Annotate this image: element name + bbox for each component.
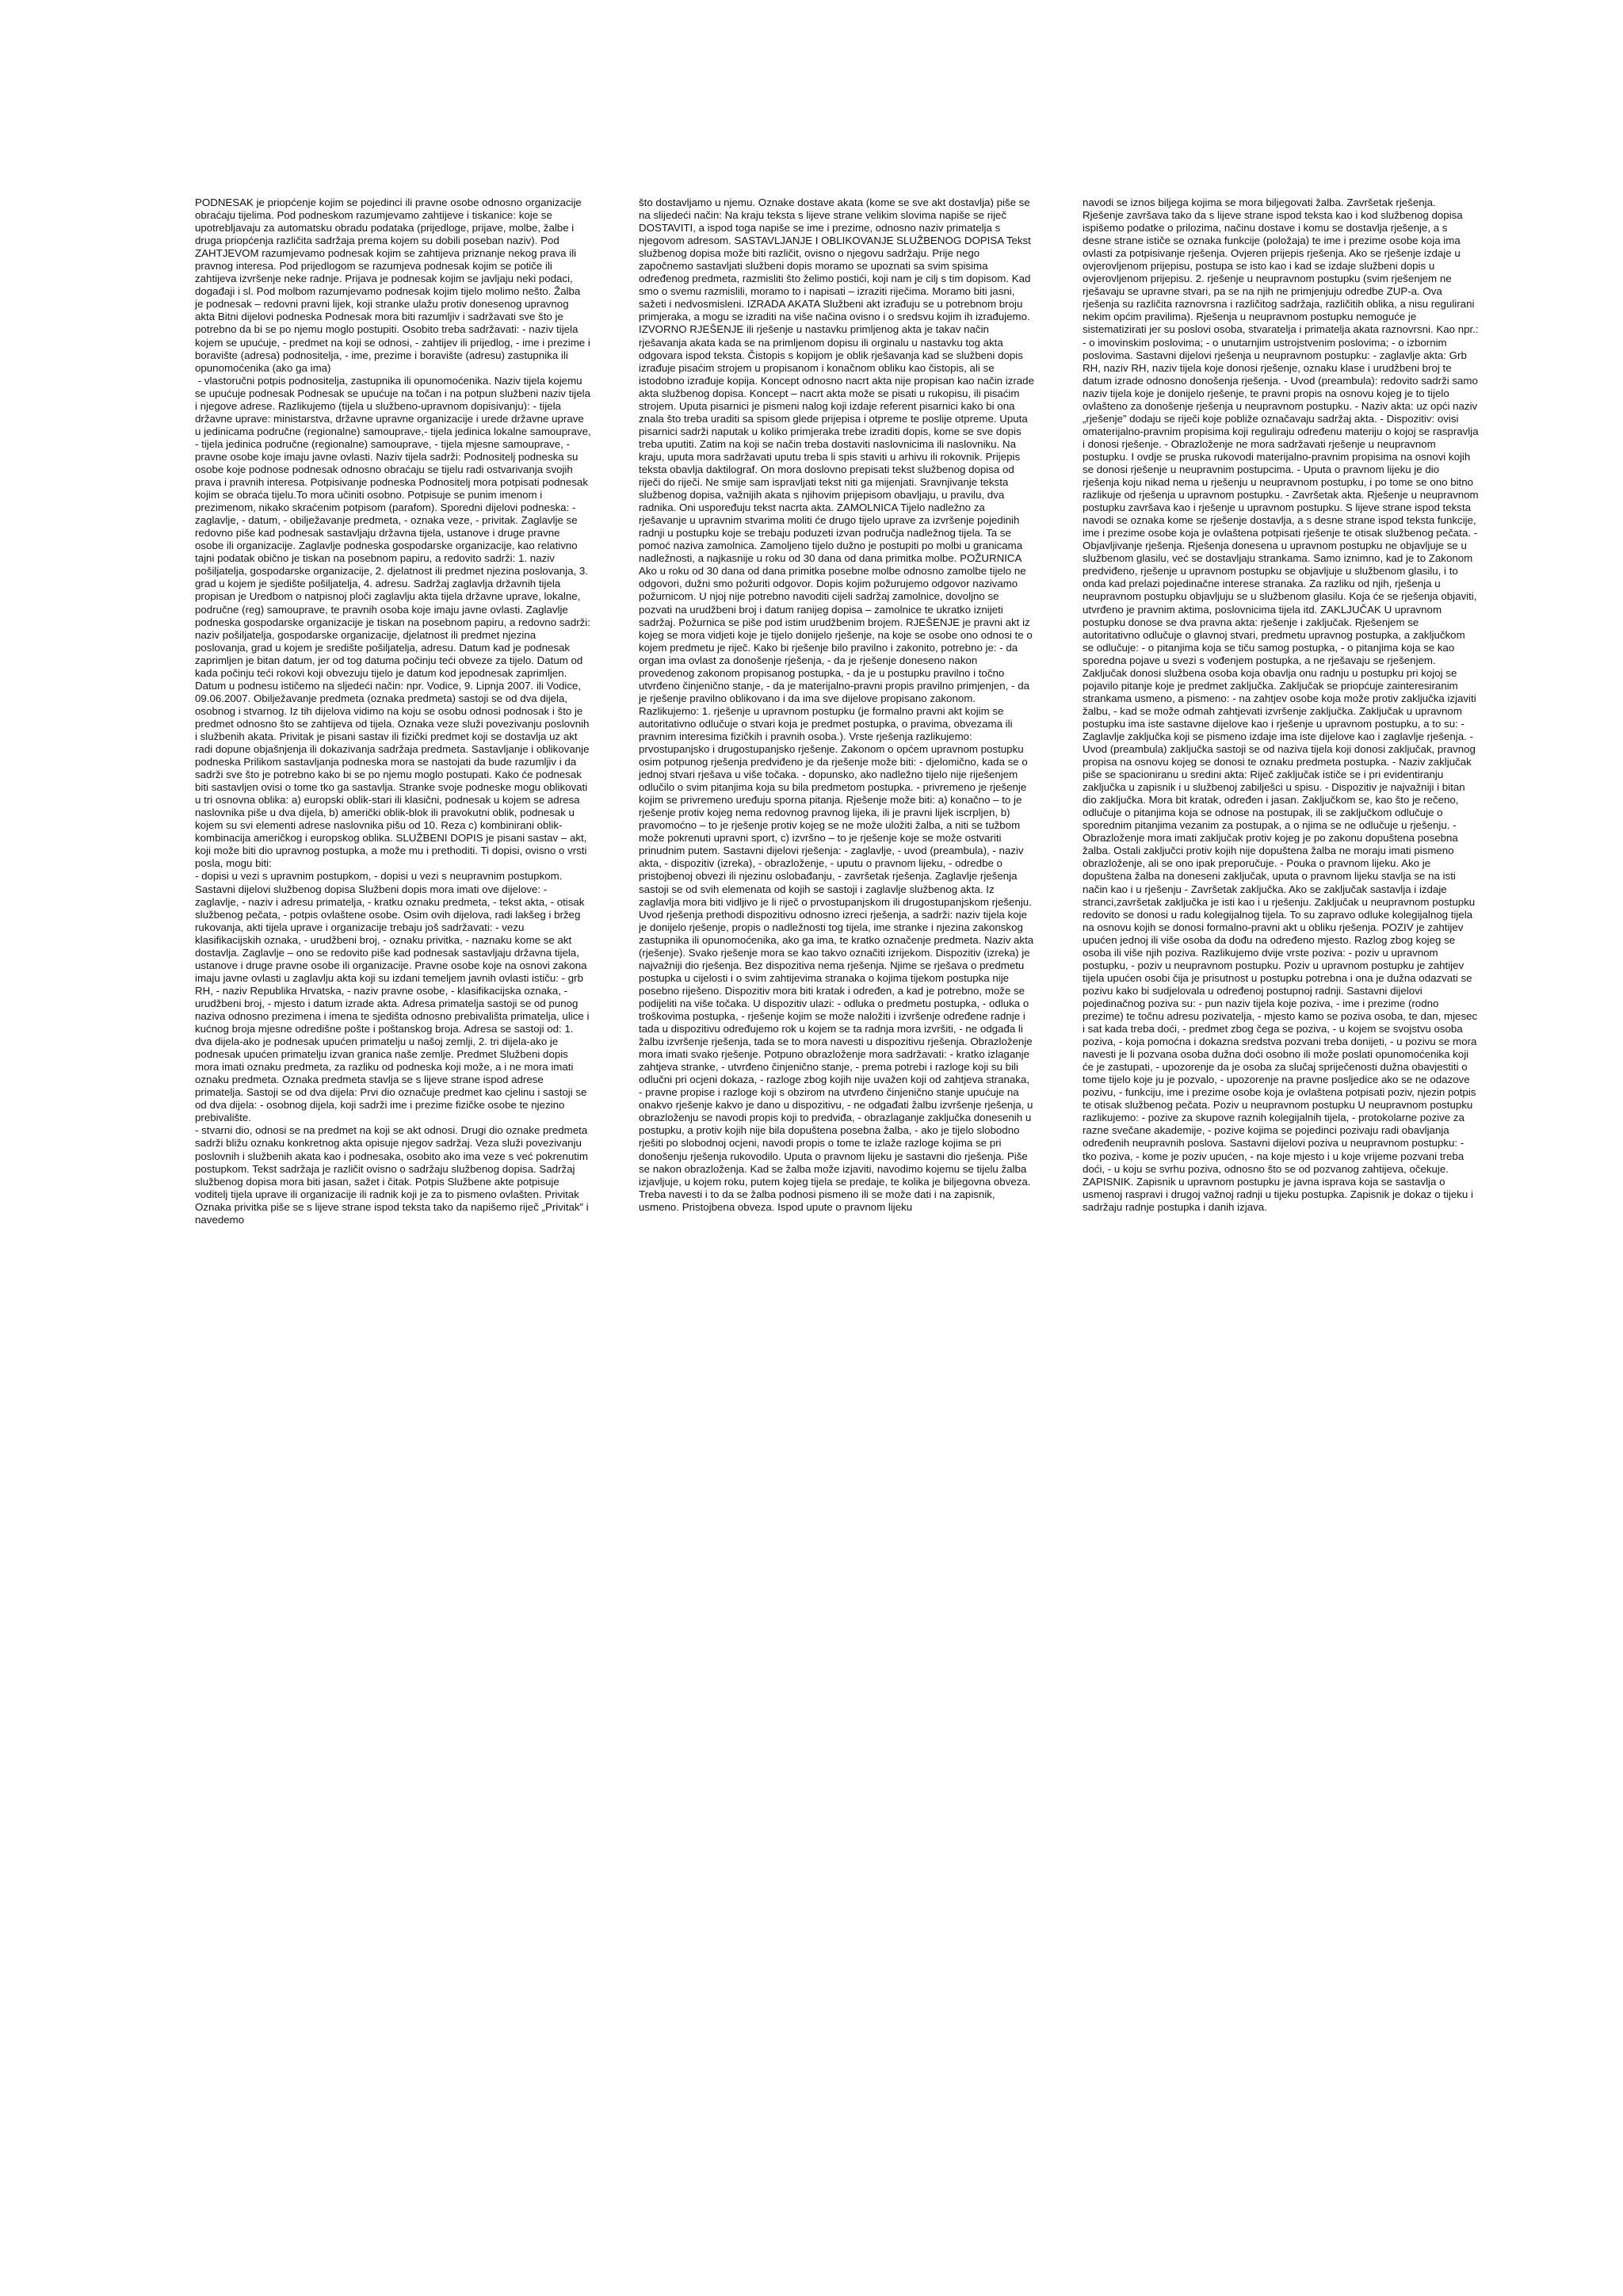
text-column-2 [639,196,1035,2130]
text-column-1 [195,196,591,2130]
column-3-text: navodi se iznos biljega kojima se mora biljegovati žalba. Završetak rješenja. Rješenje završava tako da s lijeve strane ispod teksta kao i kod službenog dopisa ispišemo podatke o prilozima, načinu dostave i komu se dostavlja rješenje, a s desne strane ističe se oznaka funkcije (položaja) te ime i prezime osobe koja ima ovlasti za potpisivanje rješenja. Ovjeren prijepis rješenja. Ako se rješenje izdaje u ovjerovljenom prijepisu, postupa se isto kao i kad se izdaje službeni dopis u ovjerovljenom prijepisu. 2. rješenje u neupravnom postupku (svim rješenjem ne rješavaju se upravne stvari, pa se na njih ne primjenjuju odredbe ZUP-a. Ova rješenja su različita raznovrsna i različitog sadržaja, različitih oblika, a nisu regulirani nekim općim pravilima). Rješenja u neupravnom postupku nemoguće je sistematizirati jer su poslovi osoba, stvaratelja i primatelja akata raznovrsni. Kao npr.: - o imovinskim poslovima; - o unutarnjim ustrojstvenim poslovima; - o izbornim poslovima. Sastavni dijelovi rješenja u neupravnom postupku: - zaglavlje akta: Grb RH, naziv RH, naziv tijela koje donosi rješenje, oznaku klase i urudžbeni broj te datum izrade odnosno donošenja rješenja. - Uvod (preambula): redovito sadrži samo naziv tijela koje je donijelo rješenje, te pravni propis na osnovu kojeg je to tijelo ovlašteno za donošenje rješenja u neupravnom postupku. - Naziv akta: uz opći naziv „rješenje” dodaju se riječi koje pobliže označavaju sadržaj akta. - Dispozitiv: ovisi omaterijalno-pravnim propisima koji reguliraju određenu materiju o kojoj se raspravlja i donosi rješenje. - Obrazloženje ne mora sadržavati rješenje u neupravnom postupku. I ovdje se pruska rukovodi materijalno-pravnim propisima na osnovi kojih se donosi rješenje u neupravnim postupcima. - Uputa o pravnom lijeku je dio rješenja koju nikad nema u rješenju u neupravnom postupku, i po tome se ono bitno razlikuje od rješenja u upravnom postupku. - Završetak akta. Rješenje u neupravnom postupku završava kao i rješenje u upravnom postupku. S lijeve strane ispod teksta navodi se oznaka kome se rješenje dostavlja, a s desne strane ispod teksta funkcije, ime i prezime osobe koja je ovlaštena potpisati rješenje te otisak službenog pečata. - Objavljivanje rješenja. Rješenja donesena u upravnom postupku ne objavljuje se u službenom glasilu, već se dostavljaju strankama. Samo iznimno, kad je to Zakonom predviđeno, rješenje u upravnom postupku se objavljuje u službenom glasilu, i to onda kad prelazi pojedinačne interese stranaka. Za razliku od njih, rješenja u neupravnom postupku objavljuju se u službenom glasilu. Koja će se rješenja objaviti, utvrđeno je pravnim aktima, poslovnicima tijela itd. ZAKLJUČAK U upravnom postupku donose se dva pravna akta: rješenje i zaključak. Rješenjem se autoritativno odlučuje o glavnoj stvari, predmetu upravnog postupka, a zaključkom se odlučuje: - o pitanjima koja se tiču samog postupka, - o pitanjima koja se kao sporedna pojave u svezi s vođenjem postupka, a ne rješavaju se rješenjem. Zaključak donosi službena osoba koja obavlja onu radnju u postupku pri kojoj se pojavilo pitanje koje je predmet zaključka. Zaključak se priopćuje zainteresiranim strankama usmeno, a pismeno: - na zahtjev osobe koja može protiv zaključka izjaviti žalbu, - kad se može odmah zahtjevati izvršenje zaključka. Zaključak u upravnom postupku ima iste sastavne dijelove kao i rješenje u upravnom postupku, a to su: - Zaglavlje zaključka koji se pismeno izdaje ima iste dijelove kao i zaglavlje rješenja. - Uvod (preambula) zaključka sastoji se od naziva tijela koji donosi zaključak, pravnog propisa na osnovu kojeg se donosi te oznaku predmeta postupka. - Naziv zaključak piše se spacioniranu u sredini akta: Riječ zaključak ističe se i pri evidentiranju zaključka u zapisnik i u službenoj zabilješci u spisu. - Dispozitiv je najvažniji i bitan dio zaključka. Mora bit kratak, određen i jasan. Zaključkom se, kao što je rečeno, odlučuje o pitanjima koja se odnose na postupak, ili se zaključkom odlučuje o sporednim pitanjima vezanim za postupak, a o njima se ne odlučuje u rješenju. - Obrazloženje mora imati zaključak protiv kojeg je po zakonu dopuštena posebna žalba. Ostali zaključci protiv kojih nije dopuštena žalba ne moraju imati pismeno obrazloženje, ali se ono ipak preporučuje. - Pouka o pravnom lijeku. Ako je dopuštena žalba na doneseni zaključak, uputa o pravnom lijeku stavlja se na isti način kao i u rješenju - Završetak zaključka. Ako se zaključak sastavlja i izdaje stranci,završetak zaključka je isti kao i u rješenju. Zaključak u neupravnom postupku redovito se donosi u radu kolegijalnog tijela. To su zapravo odluke kolegijalnog tijela na osnovu kojih se donosi formalno-pravni akt u obliku rješenja. POZIV je zahtijev upućen jednoj ili više osoba da dođu na određeno mjesto. Razlog zbog kojeg se osoba ili više njih poziva. Razlikujemo dvije vrste poziva: - poziv u upravnom postupku, - poziv u neupravnom postupku. Poziv u upravnom postupku je zahtijev tijela upućen osobi čija je prisutnost u postupku potrebna i ona je dužna odazvati se pozivu kako bi sudjelovala u određenoj postupnoj radnji. Sastavni dijelovi pojedinačnog poziva su: - pun naziv tijela koje poziva, - ime i prezime (rodno prezime) te točnu adresu pozivatelja, - mjesto kamo se poziva osoba, te dan, mjesec i sat kada treba doći, - predmet zbog čega se poziva, - u kojem se svojstvu osoba poziva, - koja pomoćna i dokazna sredstva pozvani treba donijeti, - u pozivu se mora navesti je li pozvana osoba dužna doći osobno ili može poslati opunomoćenika koji će je zastupati, - upozorenje da je osoba za slučaj spriječenosti dužna obavjestiti o tome tijelo koje ju je pozvalo, - upozorenje na pravne posljedice ako se ne odazove pozivu, - funkciju, ime i prezime osobe koja je ovlaštena potpisati poziv, njezin potpis te otisak službenog pečata. Poziv u neupravnom postupku U neupravnom postupku razlikujemo: - pozive za skupove raznih kolegijalnih tijela, - protokolarne pozive za razne svečane akademije, - pozive kojima se pojedinci pozivaju radi obavljanja određenih neupravnih poslova. Sastavni dijelovi poziva u neupravnom postupku: - tko poziva, - kome je poziv upućen, - na koje mjesto i u koje vrijeme pozvani treba doći, - u koju se svrhu poziva, odnosno što se od pozvanog zahtijeva, očekuje. ZAPISNIK. Zapisnik u upravnom postupku je javna isprava koja se sastavlja o usmenoj raspravi i drugoj važnoj radnji u tijeku postupka. Zapisnik je dokaz o tijeku i sadržaju radnje postupka i danih izjava. [1083,196,1482,1213]
text-column-3 [1083,196,1482,2130]
column-2-text: što dostavljamo u njemu. Oznake dostave akata (kome se sve akt dostavlja) piše se na slijedeći način: Na kraju teksta s lijeve strane velikim slovima napiše se riječ DOSTAVITI, a ispod toga napiše se ime i prezime, odnosno naziv primatelja s njegovom adresom. SASTAVLJANJE I OBLIKOVANJE SLUŽBENOG DOPISA Tekst službenog dopisa može biti različit, ovisno o njegovu sadržaju. Prije nego započnemo sastavljati službeni dopis moramo se upoznati sa svim spisima određenog predmeta, razmisliti što želimo postići, koji nam je cilj s tim dopisom. Kad smo o svemu razmislili, moramo to i napisati – izraziti riječima. Moramo biti jasni, sažeti i nedvosmisleni. IZRADA AKATA Službeni akt izrađuju se u potrebnom broju primjeraka, a mogu se izraditi na više načina ovisno i o sredsvu kojim ih izrađujemo. IZVORNO RJEŠENJE ili rješenje u nastavku primljenog akta je takav način rješavanja akata kada se na primljenom dopisu ili orginalu u nastavku tog akta odgovara ispod teksta. Čistopis s kopijom je oblik rješavanja kad se službeni dopis izrađuje pisaćim strojem u propisanom i konačnom obliku kao čistopis, ali se istodobno izrađuje kopija. Koncept odnosno nacrt akta nije propisan kao način izrade akta službenog dopisa. Koncept – nacrt akta može se pisati u rukopisu, ili pisaćim strojem. Uputa pisarnici je pismeni nalog koji izdaje referent pisarnici kako bi ona znala što treba uraditi sa spisom glede prijepisa i otpreme te poslije otpreme. Uputa pisarnici sadrži naputak u koliko primjeraka trebe izraditi dopis, kome se sve dopis treba uputiti. Zatim na koji se način treba dostaviti naslovnicima ili naslovniku. Na kraju, uputa mora sadržavati uputu treba li spis staviti u arhivu ili rokovnik. Prijepis teksta obavlja daktilograf. On mora doslovno prepisati tekst službenog dopisa od riječi do riječi. Ne smije sam ispravljati tekst niti ga mijenjati. Sravnjivanje teksta službenog dopisa, važnijih akata s njihovim prijepisom obavljaju, u pravilu, dva radnika. Oni uspoređuju tekst nacrta akta. ZAMOLNICA Tijelo nadležno za rješavanje u upravnim stvarima moliti će drugo tijelo uprave za izvršenje pojedinih radnji u postupku koje se trebaju poduzeti izvan područja nadležnog tijela. Ta se pomoć naziva zamolnica. Zamoljeno tijelo dužno je postupiti po molbi u granicama nadležnosti, a najkasnije u roku od 30 dana od dana primitka molbe. POŽURNICA Ako u roku od 30 dana od dana primitka posebne molbe odnosno zamolbe tijelo ne odgovori, dužni smo požuriti odgovor. Dopis kojim požurujemo odgovor nazivamo požurnicom. U njoj nije potrebno navoditi cijeli sadržaj zamolnice, dovoljno se pozvati na urudžbeni broj i datum ranijeg dopisa – zamolnice te ukratko iznijeti sadržaj. Požurnica se piše pod istim urudžbenim brojem. RJEŠENJE je pravni akt iz kojeg se mora vidjeti koje je tijelo donijelo rješenje, na koje se osobe ono odnosi te o kojem predmetu je riječ. Kako bi rješenje bilo pravilno i zakonito, potrebno je: - da organ ima ovlast za donošenje rješenja, - da je rješenje doneseno nakon provedenog zakonom propisanog postupka, - da je u postupku pravilno i točno utvrđeno činjenično stanje, - da je materijalno-pravni propis pravilno primjenjen, - da je rješenje pravilno oblikovano i da ima sve dijelove propisano zakonom. Razlikujemo: 1. rješenje u upravnom postupku (je formalno pravni akt kojim se autoritativno odlučuje o stvari koja je predmet postupka, o pravima, obvezama ili pravnim interesima fizičkih i pravnih osoba.). Vrste rješenja razlikujemo: prvostupanjsko i drugostupanjsko rješenje. Zakonom o općem upravnom postupku osim potpunog rješenja predviđeno je da rješenje može biti: - djelomično, kada se o jednoj stvari rješava u više točaka. - dopunsko, ako nadležno tijelo nije riješenjem odlučilo o svim pitanjima koja su bila predmetom postupka. - privremeno je rješenje kojim se privremeno uređuju sporna pitanja. Rješenje može biti: a) konačno – to je rješenje protiv kojeg nema redovnog pravnog lijeka, ili je pravni lijek iscrpljen, b) pravomoćno – to je rješenje protiv kojeg se ne može uložiti žalba, a niti se tužbom može pokrenuti upravni sport, c) izvršno – to je rješenje koje se može ostvariti prinudnim putem. Sastavni dijelovi rješenja: - zaglavlje, - uvod (preambula), - naziv akta, - dispozitiv (izreka), - obrazloženje, - uputu o pravnom lijeku, - odredbe o pristojbenoj obvezi ili njezinu oslobađanju, - završetak rješenja. Zaglavlje rješenja sastoji se od svih elemenata od kojih se sastoji i zaglavlje službenog akta. Iz zaglavlja mora biti vidljivo je li riječ o prvostupanjskom ili drugostupanjskom rješenju. Uvod rješenja prethodi dispozitivu odnosno izreci rješenja, a sadrži: naziv tijela koje je donijelo rješenje, propis o nadležnosti tog tijela, ime stranke i njezina zakonskog zastupnika ili opunomoćenika, ako ga ima, te kratko označenje predmeta. Naziv akta (rješenje). Svako rješenje mora se kao takvo označiti izrijekom. Dispozitiv (izreka) je najvažniji dio rješenja. Bez dispozitiva nema rješenja. Njime se rješava o predmetu postupka u cijelosti i o svim zahtijevima stranaka o kojima tijekom postupka nije posebno riješeno. Dispozitiv mora biti kratak i određen, a kad je potrebno, može se podijeliti na više točaka. U dispozitiv ulazi: - odluka o predmetu postupka, - odluka o troškovima postupka, - rješenje kojim se može naložiti i izvršenje određene radnje i tada u dispozitivu određujemo rok u kojem se ta radnja mora izvršiti, - ne odgađa li žalbu izvršenje rješenja, tada se to mora navesti u dispozitivu rješenja. Obrazloženje mora imati svako rješenje. Potpuno obrazloženje mora sadržavati: - kratko izlaganje zahtjeva stranke, - utvrđeno činjenično stanje, - prema potrebi i razloge koji su bili odlučni pri ocjeni dokaza, - razloge zbog kojih nije uvažen koji od zahtjeva stranaka, - pravne propise i razloge koji s obzirom na utvrđeno činjenično stanje upućuje na onakvo rješenje kakvo je dano u dispozitivu, - ne odgađati žalbu izvršenje rješenja, u obrazloženju se navodi propis koji to predviđa, - obrazlaganje zaključka donesenih u postupku, a protiv kojih nije bila dopuštena posebna žalba, - ako je tijelo slobodno rješiti po slobodnoj ocjeni, navodi propis o tome te izlaže razloge kojima se pri donošenju rješenja rukovodilo. Uputa o pravnom lijeku je sastavni dio rješenja. Piše se nakon obrazloženja. Kad se žalba može izjaviti, navodimo kojemu se tijelu žalba izjavljuje, u kojem roku, putem kojeg tijela se predaje, te kolika je biljegovna obveza. Treba navesti i to da se žalba podnosi pismeno ili se može dati i na zapisnik, usmeno. Pristojbena obveza. Ispod upute o pravnom lijeku [639,196,1037,1213]
column-1-text: PODNESAK je priopćenje kojim se pojedinci ili pravne osobe odnosno organizacije obraćaju tijelima. Pod podneskom razumjevamo zahtijeve i tiskanice: koje se upotrebljavaju za automatsku obradu podataka (prijedloge, prijave, molbe, žalbe i druga priopćenja različita sadržaja prema kojem su dobili poseban naziv). Pod ZAHTJEVOM razumjevamo podnesak kojim se zahtijeva priznanje nekog prava ili pravnog interesa. Pod prijedlogom se razumjeva podnesak kojim se potiče ili zahtijeva izvršenje neke radnje. Prijava je podnesak kojim se javljaju neki podaci, događaji i sl. Pod molbom razumjevamo podnesak kojim tijelo molimo nešto. Žalba je podnesak – redovni pravni lijek, koji stranke ulažu protiv donesenog upravnog akta Bitni dijelovi podneska Podnesak mora biti razumljiv i sadržavati sve što je potrebno da bi se po njemu moglo postupiti. Osobito treba sadržavati: - naziv tijela kojem se upućuje, - predmet na koji se odnosi, - zahtijev ili prijedlog, - ime i prezime i boravište (adresa) podnositelja, - ime, prezime i boravište (adresu) zastupnika ili opunomoćenika (ako ga ima) - vlastoručni potpis podnositelja, zastupnika ili opunomoćenika. Naziv tijela kojemu se upućuje podnesak Podnesak se upućuje na točan i na potpun službeni naziv tijela i njegove adrese. Razlikujemo (tijela u službeno-upravnom dopisivanju): - tijela državne uprave: ministarstva, državne upravne organizacije i urede državne uprave u jedinicama područne (regionalne) samouprave,- tijela jedinica lokalne samouprave, - tijela jedinica područne (regionalne) samouprave, - tijela mjesne samouprave, - pravne osobe koje imaju javne ovlasti. Naziv tijela sadrži: Podnositelj podneska su osobe koje podnose podnesak odnosno obraćaju se tijelu radi ostvarivanja svojih prava i pravnih interesa. Potpisivanje podneska Podnositelj mora potpisati podnesak kojim se obraća tijelu.To mora učiniti osobno. Potpisuje se punim imenom i prezimenom, nikako skraćenim potpisom (parafom). Sporedni dijelovi podneska: - zaglavlje, - datum, - obilježavanje predmeta, - oznaka veze, - privitak. Zaglavlje se redovno piše kad podnesak sastavljaju državna tijela, ustanove i druge pravne osobe ili organizacije. Zaglavlje podneska gospodarske organizacije, kao relativno tajni podatak obično je tiskan na posebnom papiru, a redovito sadrži: 1. naziv pošiljatelja, gospodarske organizacije, 2. djelatnost ili predmet njezina poslovanja, 3. grad u kojem je sjedište pošiljatelja, 4. adresu. Sadržaj zaglavlja državnih tijela propisan je Uredbom o natpisnoj ploči zaglavlju akta tijela državne uprave, lokalne, područne (reg) samouprave, te pravnih osoba koje imaju javne ovlasti. Zaglavlje podneska gospodarske organizacije je tiskan na posebnom papiru, a redovno sadrži: naziv pošiljatelja, gospodarske organizacije, djelatnost ili predmet njezina poslovanja, grad u kojem je središte pošiljatelja, adresu. Datum kad je podnesak zaprimljen je bitan datum, jer od tog datuma počinju teći obveze za tijelo. Datum od kada počinju teći rokovi koji obvezuju tijelo je datum kod jepodnesak zaprimljen. Datum u podnesu ističemo na sljedeći način: npr. Vodice, 9. Lipnja 2007. ili Vodice, 09.06.2007. Obilježavanje predmeta (oznaka predmeta) sastoji se od dva dijela, osobnog i stvarnog. Iz tih dijelova vidimo na koju se osobu odnosi podnosak i što je predmet odnosno što se zahtijeva od tijela. Oznaka veze služi povezivanju poslovnih i službenih akata. Privitak je pisani sastav ili fizički predmet koji se dostavlja uz akt radi dopune objašnjenja ili dokazivanja sadržaja predmeta. Sastavljanje i oblikovanje podneska Prilikom sastavljanja podneska mora se nastojati da bude razumljiv i da sadrži sve što je potrebno kako bi se po njemu moglo postupati. Kako će podnesak biti sastavljen ovisi o tome tko ga sastavlja. Stranke svoje podneske mogu oblikovati u tri osnovna oblika: a) europski oblik-stari ili klasični, podnesak u kojem se adresa naslovnika piše u dva dijela, b) američki oblik-blok ili pravokutni oblik, podnesak u kojem su svi elementi adrese naslovnika pišu od 10. Reza c) kombinirani oblik-kombinacija američkog i europskog oblika. SLUŽBENI DOPIS je pisani sastav – akt, koji može biti dio upravnog postupka, a može mu i prethoditi. Ti dopisi, ovisno o vrsti posla, mogu biti: - dopisi u vezi s upravnim postupkom, - dopisi u vezi s neupravnim postupkom. Sastavni dijelovi službenog dopisa Službeni dopis mora imati ove dijelove: - zaglavlje, - naziv i adresu primatelja, - kratku oznaku predmeta, - tekst akta, - otisak službenog pečata, - potpis ovlaštene osobe. Osim ovih dijelova, radi lakšeg i bržeg rukovanja, akti tijela uprave i organizacije trebaju još sadržavati: - vezu klasifikacijskih oznaka, - urudžbeni broj, - oznaku privitka, - naznaku kome se akt dostavlja. Zaglavlje – ono se redovito piše kad podnesak sastavljaju državna tijela, ustanove i druge pravne osobe ili organizacije. Pravne osobe koje na osnovi zakona imaju javne ovlasti u zaglavlju akta koji su izdani temeljem javnih ovlasti ističu: - grb RH, - naziv Republika Hrvatska, - naziv pravne osobe, - klasifikacijska oznaka, - urudžbeni broj, - mjesto i datum izrade akta. Adresa primatelja sastoji se od punog naziva odnosno prezimena i imena te sjedišta odnosno prebivališta primatelja, ulice i kućnog broja mjesne odredišne pošte i poštanskog broja. Adresa se sastoji od: 1. dva dijela-ako je podnesak upućen primatelju u našoj zemlji, 2. tri dijela-ako je podnesak upućen primatelju izvan granica naše zemlje. Predmet Službeni dopis mora imati oznaku predmeta, za razliku od podneska koji može, a i ne mora imati oznaku predmeta. Oznaka predmeta stavlja se s lijeve strane ispod adrese primatelja. Sastoji se od dva dijela: Prvi dio označuje predmet kao cjelinu i sastoji se od dva dijela: - osobnog dijela, koji sadrži ime i prezime fizičke osobe te njezino prebivalište. - stvarni dio, odnosi se na predmet na koji se akt odnosi. Drugi dio oznake predmeta sadrži bližu oznaku konkretnog akta opisuje njegov sadržaj. Veza služi povezivanju poslovnih i službenih akata kao i podnesaka, osobito ako ima veze s već pokrenutim postupkom. Tekst sadržaja je različit ovisno o sadržaju službenog dopisa. Sadržaj službenog dopisa mora biti jasan, sažet i čitak. Potpis Službene akte potpisuje voditelj tijela uprave ili organizacije ili radnik koji je za to pismeno ovlašten. Privitak Oznaka privitka piše se s lijeve strane ispod teksta tako da napišemo riječ „Privitak” i navedemo [195,196,591,1226]
